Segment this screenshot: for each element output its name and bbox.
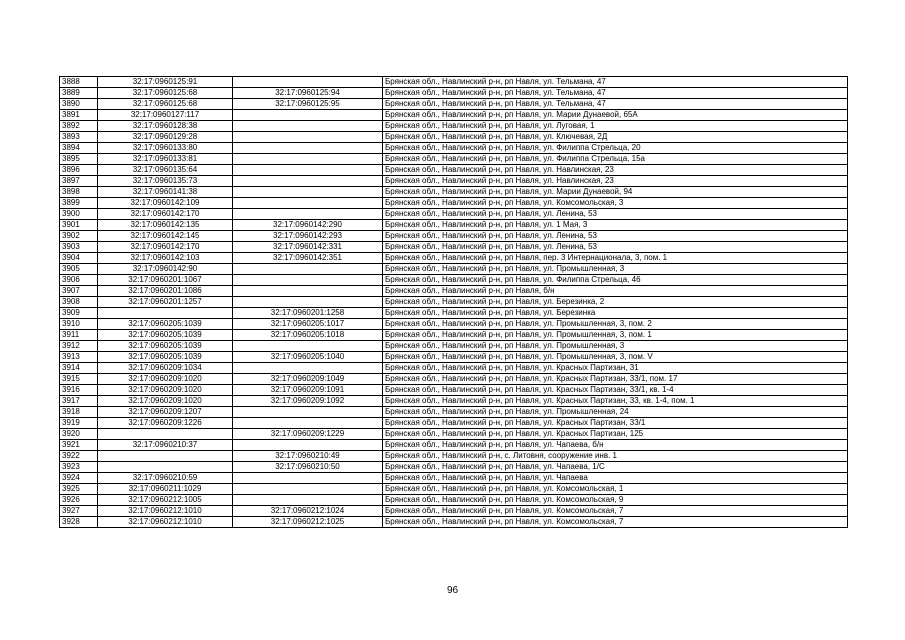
property-register-table (59, 76, 848, 528)
object-cadastral-number-cell (233, 440, 383, 451)
row-number-cell: 3915 (60, 374, 98, 385)
address-cell: Брянская обл., Навлинский р-н, рп Навля, ул. Комсомольская, 7 (383, 517, 848, 528)
row-number-cell: 3903 (60, 242, 98, 253)
address-cell: Брянская обл., Навлинский р-н, рп Навля, ул. Чапаева, б/н (383, 440, 848, 451)
table-row (60, 110, 848, 121)
table-row (60, 484, 848, 495)
address-cell: Брянская обл., Навлинский р-н, рп Навля, б/н (383, 286, 848, 297)
address-cell: Брянская обл., Навлинский р-н, рп Навля, ул. 1 Мая, 3 (383, 220, 848, 231)
row-number-cell: 3905 (60, 264, 98, 275)
object-cadastral-number-cell: 32:17:0960209:1091 (233, 385, 383, 396)
address-cell: Брянская обл., Навлинский р-н, рп Навля, ул. Комсомольская, 7 (383, 506, 848, 517)
parcel-cadastral-number-cell: 32:17:0960142:145 (98, 231, 233, 242)
address-cell: Брянская обл., Навлинский р-н, рп Навля, ул. Тельмана, 47 (383, 77, 848, 88)
parcel-cadastral-number-cell: 32:17:0960133:80 (98, 143, 233, 154)
address-cell: Брянская обл., Навлинский р-н, рп Навля, ул. Марии Дунаевой, 65А (383, 110, 848, 121)
object-cadastral-number-cell (233, 209, 383, 220)
parcel-cadastral-number-cell: 32:17:0960205:1039 (98, 341, 233, 352)
row-number-cell: 3918 (60, 407, 98, 418)
table-row (60, 440, 848, 451)
object-cadastral-number-cell: 32:17:0960125:94 (233, 88, 383, 99)
address-cell: Брянская обл., Навлинский р-н, рп Навля, ул. Промышленная, 3, пом. V (383, 352, 848, 363)
parcel-cadastral-number-cell: 32:17:0960209:1034 (98, 363, 233, 374)
row-number-cell: 3912 (60, 341, 98, 352)
parcel-cadastral-number-cell: 32:17:0960205:1039 (98, 352, 233, 363)
parcel-cadastral-number-cell: 32:17:0960210:37 (98, 440, 233, 451)
parcel-cadastral-number-cell: 32:17:0960209:1020 (98, 396, 233, 407)
row-number-cell: 3923 (60, 462, 98, 473)
object-cadastral-number-cell: 32:17:0960209:1092 (233, 396, 383, 407)
object-cadastral-number-cell (233, 154, 383, 165)
parcel-cadastral-number-cell: 32:17:0960205:1039 (98, 330, 233, 341)
table-row (60, 253, 848, 264)
parcel-cadastral-number-cell: 32:17:0960212:1005 (98, 495, 233, 506)
address-cell: Брянская обл., Навлинский р-н, рп Навля, ул. Березинка (383, 308, 848, 319)
object-cadastral-number-cell: 32:17:0960210:49 (233, 451, 383, 462)
row-number-cell: 3889 (60, 88, 98, 99)
row-number-cell: 3908 (60, 297, 98, 308)
object-cadastral-number-cell: 32:17:0960142:351 (233, 253, 383, 264)
address-cell: Брянская обл., Навлинский р-н, рп Навля, ул. Филиппа Стрельца, 20 (383, 143, 848, 154)
table-row (60, 220, 848, 231)
parcel-cadastral-number-cell: 32:17:0960201:1257 (98, 297, 233, 308)
table-row (60, 319, 848, 330)
row-number-cell: 3895 (60, 154, 98, 165)
table-row (60, 77, 848, 88)
object-cadastral-number-cell (233, 176, 383, 187)
parcel-cadastral-number-cell: 32:17:0960142:109 (98, 198, 233, 209)
object-cadastral-number-cell (233, 187, 383, 198)
address-cell: Брянская обл., Навлинский р-н, рп Навля, ул. Промышленная, 3 (383, 264, 848, 275)
row-number-cell: 3890 (60, 99, 98, 110)
parcel-cadastral-number-cell: 32:17:0960201:1086 (98, 286, 233, 297)
row-number-cell: 3927 (60, 506, 98, 517)
object-cadastral-number-cell (233, 286, 383, 297)
table-row (60, 264, 848, 275)
table-row (60, 286, 848, 297)
parcel-cadastral-number-cell: 32:17:0960142:135 (98, 220, 233, 231)
parcel-cadastral-number-cell: 32:17:0960128:38 (98, 121, 233, 132)
address-cell: Брянская обл., Навлинский р-н, рп Навля, ул. Березинка, 2 (383, 297, 848, 308)
parcel-cadastral-number-cell: 32:17:0960133:81 (98, 154, 233, 165)
table-row (60, 132, 848, 143)
row-number-cell: 3907 (60, 286, 98, 297)
address-cell: Брянская обл., Навлинский р-н, рп Навля, ул. Ленина, 53 (383, 209, 848, 220)
parcel-cadastral-number-cell: 32:17:0960142:103 (98, 253, 233, 264)
parcel-cadastral-number-cell: 32:17:0960209:1226 (98, 418, 233, 429)
row-number-cell: 3894 (60, 143, 98, 154)
row-number-cell: 3888 (60, 77, 98, 88)
table-row (60, 275, 848, 286)
row-number-cell: 3928 (60, 517, 98, 528)
row-number-cell: 3902 (60, 231, 98, 242)
row-number-cell: 3919 (60, 418, 98, 429)
object-cadastral-number-cell: 32:17:0960142:331 (233, 242, 383, 253)
parcel-cadastral-number-cell: 32:17:0960142:170 (98, 209, 233, 220)
parcel-cadastral-number-cell: 32:17:0960142:90 (98, 264, 233, 275)
parcel-cadastral-number-cell (98, 429, 233, 440)
address-cell: Брянская обл., Навлинский р-н, рп Навля, ул. Чапаева, 1/С (383, 462, 848, 473)
row-number-cell: 3921 (60, 440, 98, 451)
table-row (60, 473, 848, 484)
address-cell: Брянская обл., Навлинский р-н, рп Навля, ул. Марии Дунаевой, 94 (383, 187, 848, 198)
address-cell: Брянская обл., Навлинский р-н, рп Навля, пер. 3 Интернационала, 3, пом. 1 (383, 253, 848, 264)
object-cadastral-number-cell (233, 77, 383, 88)
parcel-cadastral-number-cell: 32:17:0960142:170 (98, 242, 233, 253)
address-cell: Брянская обл., Навлинский р-н, рп Навля, ул. Луговая, 1 (383, 121, 848, 132)
table-row (60, 165, 848, 176)
object-cadastral-number-cell: 32:17:0960142:290 (233, 220, 383, 231)
table-row (60, 121, 848, 132)
parcel-cadastral-number-cell: 32:17:0960209:1207 (98, 407, 233, 418)
table-row (60, 451, 848, 462)
object-cadastral-number-cell (233, 121, 383, 132)
row-number-cell: 3901 (60, 220, 98, 231)
address-cell: Брянская обл., Навлинский р-н, рп Навля, ул. Комсомольская, 1 (383, 484, 848, 495)
row-number-cell: 3892 (60, 121, 98, 132)
table-row (60, 209, 848, 220)
row-number-cell: 3897 (60, 176, 98, 187)
table-row (60, 176, 848, 187)
row-number-cell: 3910 (60, 319, 98, 330)
parcel-cadastral-number-cell (98, 462, 233, 473)
address-cell: Брянская обл., Навлинский р-н, рп Навля, ул. Красных Партизан, 33/1, кв. 1-4 (383, 385, 848, 396)
parcel-cadastral-number-cell (98, 308, 233, 319)
parcel-cadastral-number-cell: 32:17:0960135:64 (98, 165, 233, 176)
object-cadastral-number-cell (233, 473, 383, 484)
object-cadastral-number-cell: 32:17:0960209:1049 (233, 374, 383, 385)
object-cadastral-number-cell (233, 363, 383, 374)
parcel-cadastral-number-cell: 32:17:0960141:38 (98, 187, 233, 198)
address-cell: Брянская обл., Навлинский р-н, рп Навля, ул. Промышленная, 3, пом. 2 (383, 319, 848, 330)
address-cell: Брянская обл., Навлинский р-н, рп Навля, ул. Ключевая, 2Д (383, 132, 848, 143)
object-cadastral-number-cell: 32:17:0960205:1040 (233, 352, 383, 363)
table-row (60, 506, 848, 517)
table-row (60, 99, 848, 110)
row-number-cell: 3898 (60, 187, 98, 198)
object-cadastral-number-cell: 32:17:0960201:1258 (233, 308, 383, 319)
address-cell: Брянская обл., Навлинский р-н, рп Навля, ул. Тельмана, 47 (383, 99, 848, 110)
table-row (60, 154, 848, 165)
table-row (60, 187, 848, 198)
object-cadastral-number-cell (233, 341, 383, 352)
table-row (60, 385, 848, 396)
object-cadastral-number-cell (233, 264, 383, 275)
object-cadastral-number-cell: 32:17:0960212:1024 (233, 506, 383, 517)
object-cadastral-number-cell: 32:17:0960205:1017 (233, 319, 383, 330)
table-row (60, 374, 848, 385)
table-row (60, 429, 848, 440)
object-cadastral-number-cell: 32:17:0960205:1018 (233, 330, 383, 341)
row-number-cell: 3893 (60, 132, 98, 143)
table-body (60, 77, 848, 528)
address-cell: Брянская обл., Навлинский р-н, рп Навля, ул. Комсомольская, 3 (383, 198, 848, 209)
parcel-cadastral-number-cell: 32:17:0960209:1020 (98, 374, 233, 385)
object-cadastral-number-cell (233, 198, 383, 209)
table-row (60, 418, 848, 429)
address-cell: Брянская обл., Навлинский р-н, рп Навля, ул. Тельмана, 47 (383, 88, 848, 99)
row-number-cell: 3924 (60, 473, 98, 484)
object-cadastral-number-cell: 32:17:0960212:1025 (233, 517, 383, 528)
parcel-cadastral-number-cell: 32:17:0960125:68 (98, 99, 233, 110)
object-cadastral-number-cell (233, 495, 383, 506)
table-row (60, 242, 848, 253)
table-row (60, 330, 848, 341)
parcel-cadastral-number-cell: 32:17:0960129:28 (98, 132, 233, 143)
address-cell: Брянская обл., Навлинский р-н, рп Навля, ул. Филиппа Стрельца, 15а (383, 154, 848, 165)
object-cadastral-number-cell (233, 110, 383, 121)
row-number-cell: 3909 (60, 308, 98, 319)
address-cell: Брянская обл., Навлинский р-н, рп Навля, ул. Комсомольская, 9 (383, 495, 848, 506)
object-cadastral-number-cell: 32:17:0960125:95 (233, 99, 383, 110)
row-number-cell: 3899 (60, 198, 98, 209)
address-cell: Брянская обл., Навлинский р-н, рп Навля, ул. Промышленная, 3, пом. 1 (383, 330, 848, 341)
object-cadastral-number-cell: 32:17:0960142:293 (233, 231, 383, 242)
parcel-cadastral-number-cell: 32:17:0960211:1029 (98, 484, 233, 495)
object-cadastral-number-cell (233, 407, 383, 418)
address-cell: Брянская обл., Навлинский р-н, рп Навля, ул. Ленина, 53 (383, 242, 848, 253)
row-number-cell: 3896 (60, 165, 98, 176)
address-cell: Брянская обл., Навлинский р-н, рп Навля, ул. Красных Партизан, 125 (383, 429, 848, 440)
table-row (60, 495, 848, 506)
parcel-cadastral-number-cell: 32:17:0960201:1067 (98, 275, 233, 286)
address-cell: Брянская обл., Навлинский р-н, рп Навля, ул. Навлинская, 23 (383, 165, 848, 176)
parcel-cadastral-number-cell: 32:17:0960212:1010 (98, 506, 233, 517)
parcel-cadastral-number-cell: 32:17:0960135:73 (98, 176, 233, 187)
row-number-cell: 3913 (60, 352, 98, 363)
row-number-cell: 3925 (60, 484, 98, 495)
row-number-cell: 3904 (60, 253, 98, 264)
page-number: 96 (446, 585, 459, 596)
row-number-cell: 3911 (60, 330, 98, 341)
table-row (60, 143, 848, 154)
parcel-cadastral-number-cell (98, 451, 233, 462)
row-number-cell: 3920 (60, 429, 98, 440)
object-cadastral-number-cell (233, 484, 383, 495)
parcel-cadastral-number-cell: 32:17:0960125:68 (98, 88, 233, 99)
table-row (60, 517, 848, 528)
table-row (60, 231, 848, 242)
table-row (60, 297, 848, 308)
object-cadastral-number-cell (233, 275, 383, 286)
parcel-cadastral-number-cell: 32:17:0960209:1020 (98, 385, 233, 396)
table-row (60, 308, 848, 319)
row-number-cell: 3891 (60, 110, 98, 121)
row-number-cell: 3914 (60, 363, 98, 374)
address-cell: Брянская обл., Навлинский р-н, рп Навля, ул. Красных Партизан, 33/1 (383, 418, 848, 429)
parcel-cadastral-number-cell: 32:17:0960125:91 (98, 77, 233, 88)
row-number-cell: 3900 (60, 209, 98, 220)
row-number-cell: 3916 (60, 385, 98, 396)
table-row (60, 341, 848, 352)
row-number-cell: 3906 (60, 275, 98, 286)
object-cadastral-number-cell (233, 418, 383, 429)
address-cell: Брянская обл., Навлинский р-н, рп Навля, ул. Чапаева (383, 473, 848, 484)
table-row (60, 352, 848, 363)
parcel-cadastral-number-cell: 32:17:0960210:59 (98, 473, 233, 484)
table-row (60, 462, 848, 473)
table-row (60, 407, 848, 418)
table-row (60, 88, 848, 99)
address-cell: Брянская обл., Навлинский р-н, рп Навля, ул. Навлинская, 23 (383, 176, 848, 187)
object-cadastral-number-cell (233, 297, 383, 308)
object-cadastral-number-cell (233, 143, 383, 154)
address-cell: Брянская обл., Навлинский р-н, рп Навля, ул. Красных Партизан, 31 (383, 363, 848, 374)
address-cell: Брянская обл., Навлинский р-н, рп Навля, ул. Красных Партизан, 33, кв. 1-4, пом. 1 (383, 396, 848, 407)
address-cell: Брянская обл., Навлинский р-н, рп Навля, ул. Красных Партизан, 33/1, пом. 17 (383, 374, 848, 385)
table-row (60, 396, 848, 407)
object-cadastral-number-cell (233, 132, 383, 143)
object-cadastral-number-cell (233, 165, 383, 176)
object-cadastral-number-cell: 32:17:0960210:50 (233, 462, 383, 473)
row-number-cell: 3922 (60, 451, 98, 462)
address-cell: Брянская обл., Навлинский р-н, рп Навля, ул. Промышленная, 3 (383, 341, 848, 352)
parcel-cadastral-number-cell: 32:17:0960205:1039 (98, 319, 233, 330)
object-cadastral-number-cell: 32:17:0960209:1229 (233, 429, 383, 440)
address-cell: Брянская обл., Навлинский р-н, рп Навля, ул. Промышленная, 24 (383, 407, 848, 418)
table-row (60, 363, 848, 374)
address-cell: Брянская обл., Навлинский р-н, рп Навля, ул. Ленина, 53 (383, 231, 848, 242)
parcel-cadastral-number-cell: 32:17:0960127:117 (98, 110, 233, 121)
parcel-cadastral-number-cell: 32:17:0960212:1010 (98, 517, 233, 528)
row-number-cell: 3917 (60, 396, 98, 407)
table-row (60, 198, 848, 209)
row-number-cell: 3926 (60, 495, 98, 506)
address-cell: Брянская обл., Навлинский р-н, с. Литовня, сооружение инв. 1 (383, 451, 848, 462)
address-cell: Брянская обл., Навлинский р-н, рп Навля, ул. Филиппа Стрельца, 46 (383, 275, 848, 286)
